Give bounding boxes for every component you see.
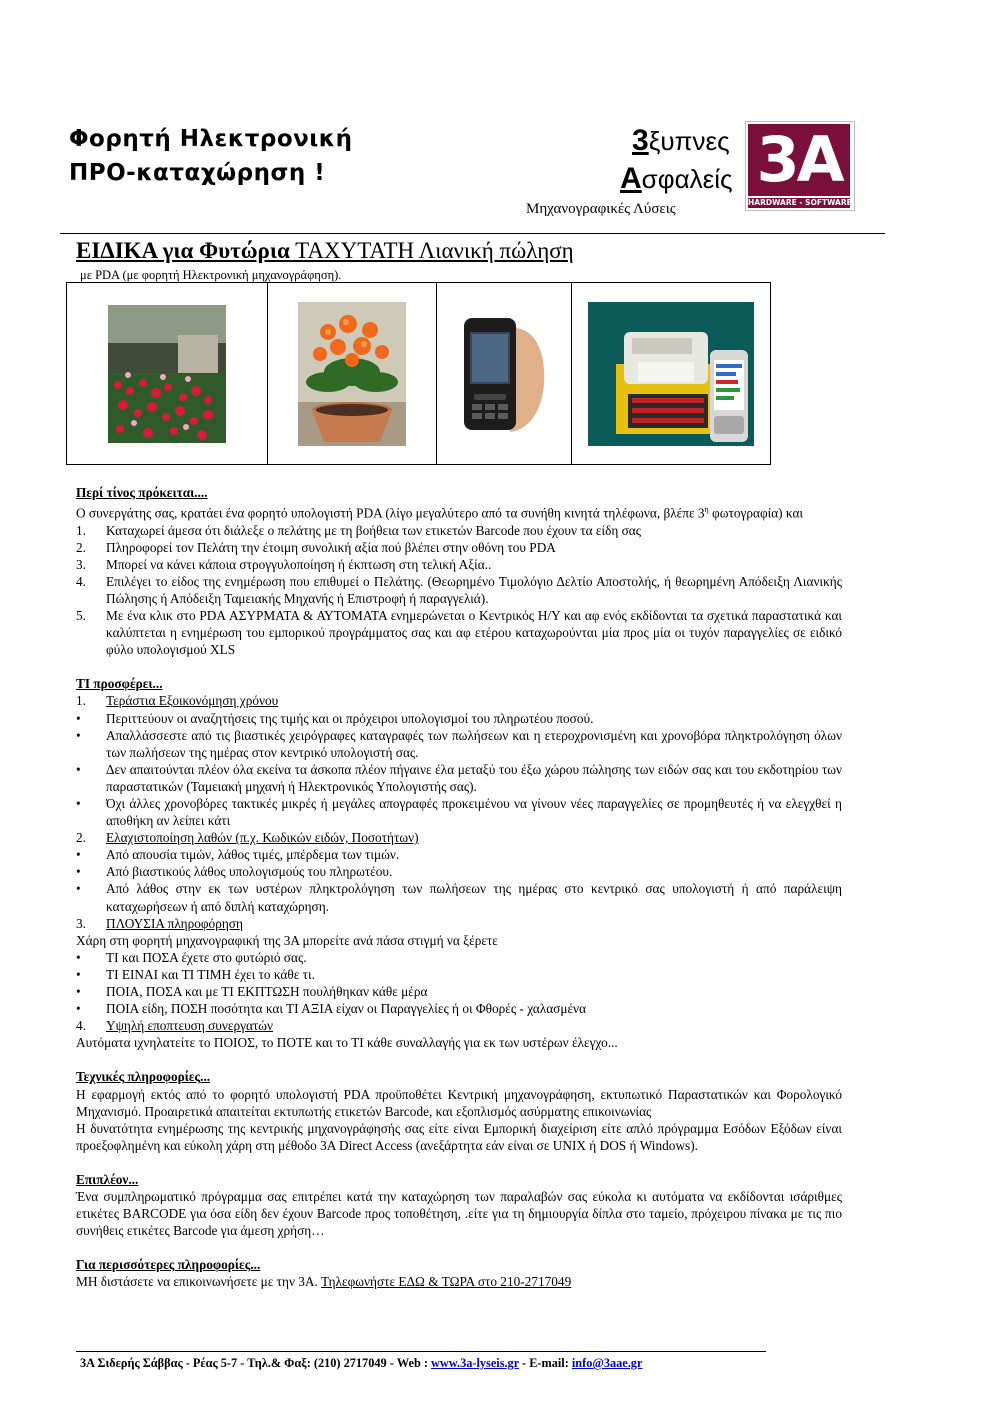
offers-group-4-text: Αυτόματα ιχνηλατείτε το ΠΟΙΟΣ, το ΠΟΤΕ και το ΤΙ κάθε συναλλαγής για εκ των υστέρων έλεγχο... <box>76 1035 618 1051</box>
pda-device-photo <box>458 314 550 434</box>
potted-flower-photo <box>298 302 406 446</box>
more-info-text: ΜΗ διστάσετε να επικοινωνήσετε με την 3Α. Τηλεφωνήστε ΕΔΩ & ΤΩΡΑ στο 210-2717049 <box>76 1274 572 1290</box>
about-intro: Ο συνεργάτης σας, κρατάει ένα φορητό υπολογιστή PDA (λίγο μεγαλύτερο από τα συνήθη κινητά τηλέφωνα, βλέπε $3^\eta$ φωτογραφία) και <box>76 505 804 521</box>
bullet-item: • Δεν απαιτούνται πλέον όλα εκείνα τα άσκοπα πλέον πήγαινε έλα μεταξύ του έξω χώρου πώλησης των ειδών σας και του εκδοτηρίου των παραστατικών (Ταμειακή μηχανή ή Ηλεκτρονικός Υπολογιστής σας). <box>76 761 842 794</box>
tech-paragraph: Η δυνατότητα ενημέρωσης της κεντρικής μηχανογράφησής σας είτε είναι Εμπορική διαχείριση είτε απλό πρόγραμμα Εσόδων Εξόδων είναι προεξοφλημένη και εύκολη χάρη στη μέθοδο 3Α Direct Access (ανεξάρτητα εάν είναι σε UNIX ή DOS ή Windows). <box>76 1120 842 1153</box>
about-item: 1. Καταχωρεί άμεσα ότι διάλεξε ο πελάτης με τη βοήθεια των ετικετών Barcode που έχουν τα είδη σας <box>76 522 642 538</box>
document-title <box>69 122 352 190</box>
bullet-item: • ΠΟΙΑ, ΠΟΣΑ και με ΤΙ ΕΚΠΤΩΣΗ πουλήθηκαν κάθε μέρα <box>76 984 428 1000</box>
about-item: 4. Επιλέγει το είδος της ενημέρωση που επιθυμεί ο Πελάτης. (Θεωρημένο Τιμολόγιο Δελτίο Αποστολής, ή θεωρημένη Απόδειξη Λιανικής Πώλησης ή Απόδειξη Ταμειακής Μηχανής ή Επιστροφή ή παραγγελιά). <box>76 573 842 606</box>
company-logo <box>745 121 855 211</box>
tech-paragraph: Η εφαρμογή εκτός από το φορητό υπολογιστή PDA προϋποθέτει Κεντρική μηχανογράφηση, εκτυπωτικό Παραστατικών και Φορολογικό Μηχανισμό. Προαιρετικά απαιτείται εκτυπωτής ετικετών Barcode, και εξοπλισμός ασύρματης επικοινωνίας <box>76 1086 842 1119</box>
brand-line-2: Ασφαλείς <box>620 162 733 195</box>
logo-tagline: HARDWARE - SOFTWARE <box>748 198 852 207</box>
about-item: 3. Μπορεί να κάνει κάποια στρογγυλοποίηση ή έκπτωση στη τελική Αξία.. <box>76 556 492 572</box>
brand-block <box>620 122 733 198</box>
email-link[interactable]: info@3aae.gr <box>571 1356 643 1370</box>
footer-divider <box>76 1351 766 1352</box>
website-link[interactable]: www.3a-lyseis.gr <box>431 1356 519 1370</box>
offers-group-3-title: 3. ΠΛΟΥΣΙΑ πληροφόρηση <box>76 915 243 931</box>
title-line-1: Φορητή Ηλεκτρονική <box>69 126 353 152</box>
bullet-item: • ΤΙ ΕΙΝΑΙ και ΤΙ ΤΙΜΗ έχει το κάθε τι. <box>76 966 315 982</box>
photo-cell-nursery <box>67 283 268 465</box>
plant-nursery-photo <box>108 305 226 443</box>
bullet-item: • Απαλλάσσεστε από τις βιαστικές χειρόγραφες καταγραφές των πωλήσεων και η ετεροχρονισμένη και χρονοβόρα πληκτρολόγηση όλων των πωλήσεων της ημέρας στον κεντρικό υπολογιστή σας. <box>76 727 842 760</box>
bullet-item: • Περιττεύουν οι αναζητήσεις της τιμής και οι πρόχειροι υπολογισμοί του πληρωτέου ποσού. <box>76 710 594 726</box>
photo-cell-flower <box>268 283 437 465</box>
photo-cell-pda <box>437 283 572 465</box>
section-headline: ΕΙΔΙΚΑ για Φυτώρια ΤΑΧΥΤΑΤΗ Λιανική πώληση <box>76 238 574 263</box>
headline-note: με PDA (με φορητή Ηλεκτρονική μηχανογράφηση). <box>80 268 342 282</box>
bullet-item: • Από απουσία τιμών, λάθος τιμές, μπέρδεμα των τιμών. <box>76 847 400 863</box>
brand-subtitle: Μηχανογραφικές Λύσεις <box>526 201 676 217</box>
logo-mark: 3A <box>748 124 850 196</box>
offers-group-2-title: 2. Ελαχιστοποίηση λαθών (π.χ. Κωδικών ειδών, Ποσοτήτων) <box>76 830 419 846</box>
title-line-2: ΠΡΟ-καταχώρηση ! <box>69 160 326 186</box>
printer-and-pda-photo <box>588 302 754 446</box>
brand-line-1: 3ξυπνες <box>632 124 730 157</box>
footer: 3Α Σιδερής Σάββας - Ρέας 5-7 - Τηλ.& Φαξ: (210) 2717049 - Web : www.3a-lyseis.gr - E-mail: info@3aae.gr <box>80 1356 643 1370</box>
offers-group-3-intro: Χάρη στη φορητή μηχανογραφική της 3Α μπορείτε ανά πάσα στιγμή να ξέρετε <box>76 932 498 948</box>
bullet-item: • Όχι άλλες χρονοβόρες τακτικές μικρές ή μεγάλες απογραφές προκειμένου να γίνουν νέες παραγγελίες σε προμηθευτές ή να ελεγχθεί η αποθήκη αν λείπει κάτι <box>76 796 842 829</box>
bullet-item: • Από λάθος στην εκ των υστέρων πληκτρολόγηση των πωλήσεων της ημέρας στο κεντρικό σας υπολογιστή ή από παράλειψη καταχωρήσεων ή από διπλή καταχώρηση. <box>76 881 842 914</box>
document-body <box>76 484 842 1290</box>
photo-cell-printer <box>572 283 771 465</box>
extra-paragraph: Ένα συμπληρωματικό πρόγραμμα σας επιτρέπει κατά την καταχώρηση των παραλαβών σας εύκολα κι αυτόματα να εκδίδονται ισάριθμες ετικέτες BARCODE για όσα είδη δεν έχουν Barcode προς τοποθέτηση, .είτε για τη δημιουργία δίπλα στο ταμείο, πρόχειρου πίνακα με τις πιο συνήθεις ετικέτες Barcode για άμεση χρήση… <box>76 1188 842 1239</box>
bullet-item: • ΠΟΙΑ είδη, ΠΟΣΗ ποσότητα και ΤΙ ΑΞΙΑ είχαν οι Παραγγελίες ή οι Φθορές - χαλασμένα <box>76 1001 587 1017</box>
offers-group-1-title: 1. Τεράστια Εξοικονόμηση χρόνου <box>76 693 279 709</box>
bullet-item: • ΤΙ και ΠΟΣΑ έχετε στο φυτώριό σας. <box>76 949 307 965</box>
about-item: 2. Πληροφορεί τον Πελάτη την έτοιμη συνολική αξία πού βλέπει στην οθόνη του PDA <box>76 539 556 555</box>
tech-heading: Τεχνικές πληροφορίες... <box>76 1069 211 1085</box>
photo-strip <box>66 282 771 465</box>
header-divider <box>60 233 885 234</box>
about-item: 5. Με ένα κλικ στο PDA ΑΣΥΡΜΑΤΑ & ΑΥΤΟΜΑΤΑ ενημερώνεται ο Κεντρικός Η/Υ και αφ ενός εκδίδονται τα σχετικά παραστατικά και καλύπτεται η ενημέρωση του εμπορικού προγράμματος σας και αφ ετέρου καταχωρούνται μία προς μία οι τυχόν παραγγελίες σε ειδικό φύλο υπολογισμού XLS <box>76 608 842 658</box>
extra-heading: Επιπλέον... <box>76 1171 139 1187</box>
bullet-item: • Από βιαστικούς λάθος υπολογισμούς του πληρωτέου. <box>76 864 393 880</box>
offers-group-4-title: 4. Υψηλή εποπτευση συνεργατών <box>76 1018 274 1034</box>
more-info-heading: Για περισσότερες πληροφορίες... <box>76 1257 261 1273</box>
about-heading: Περί τίνος πρόκειται.... <box>76 485 208 500</box>
offers-heading: ΤΙ προσφέρει... <box>76 676 163 692</box>
call-to-action: Τηλεφωνήστε ΕΔΩ & ΤΩΡΑ στο 210-2717049 <box>320 1274 572 1290</box>
